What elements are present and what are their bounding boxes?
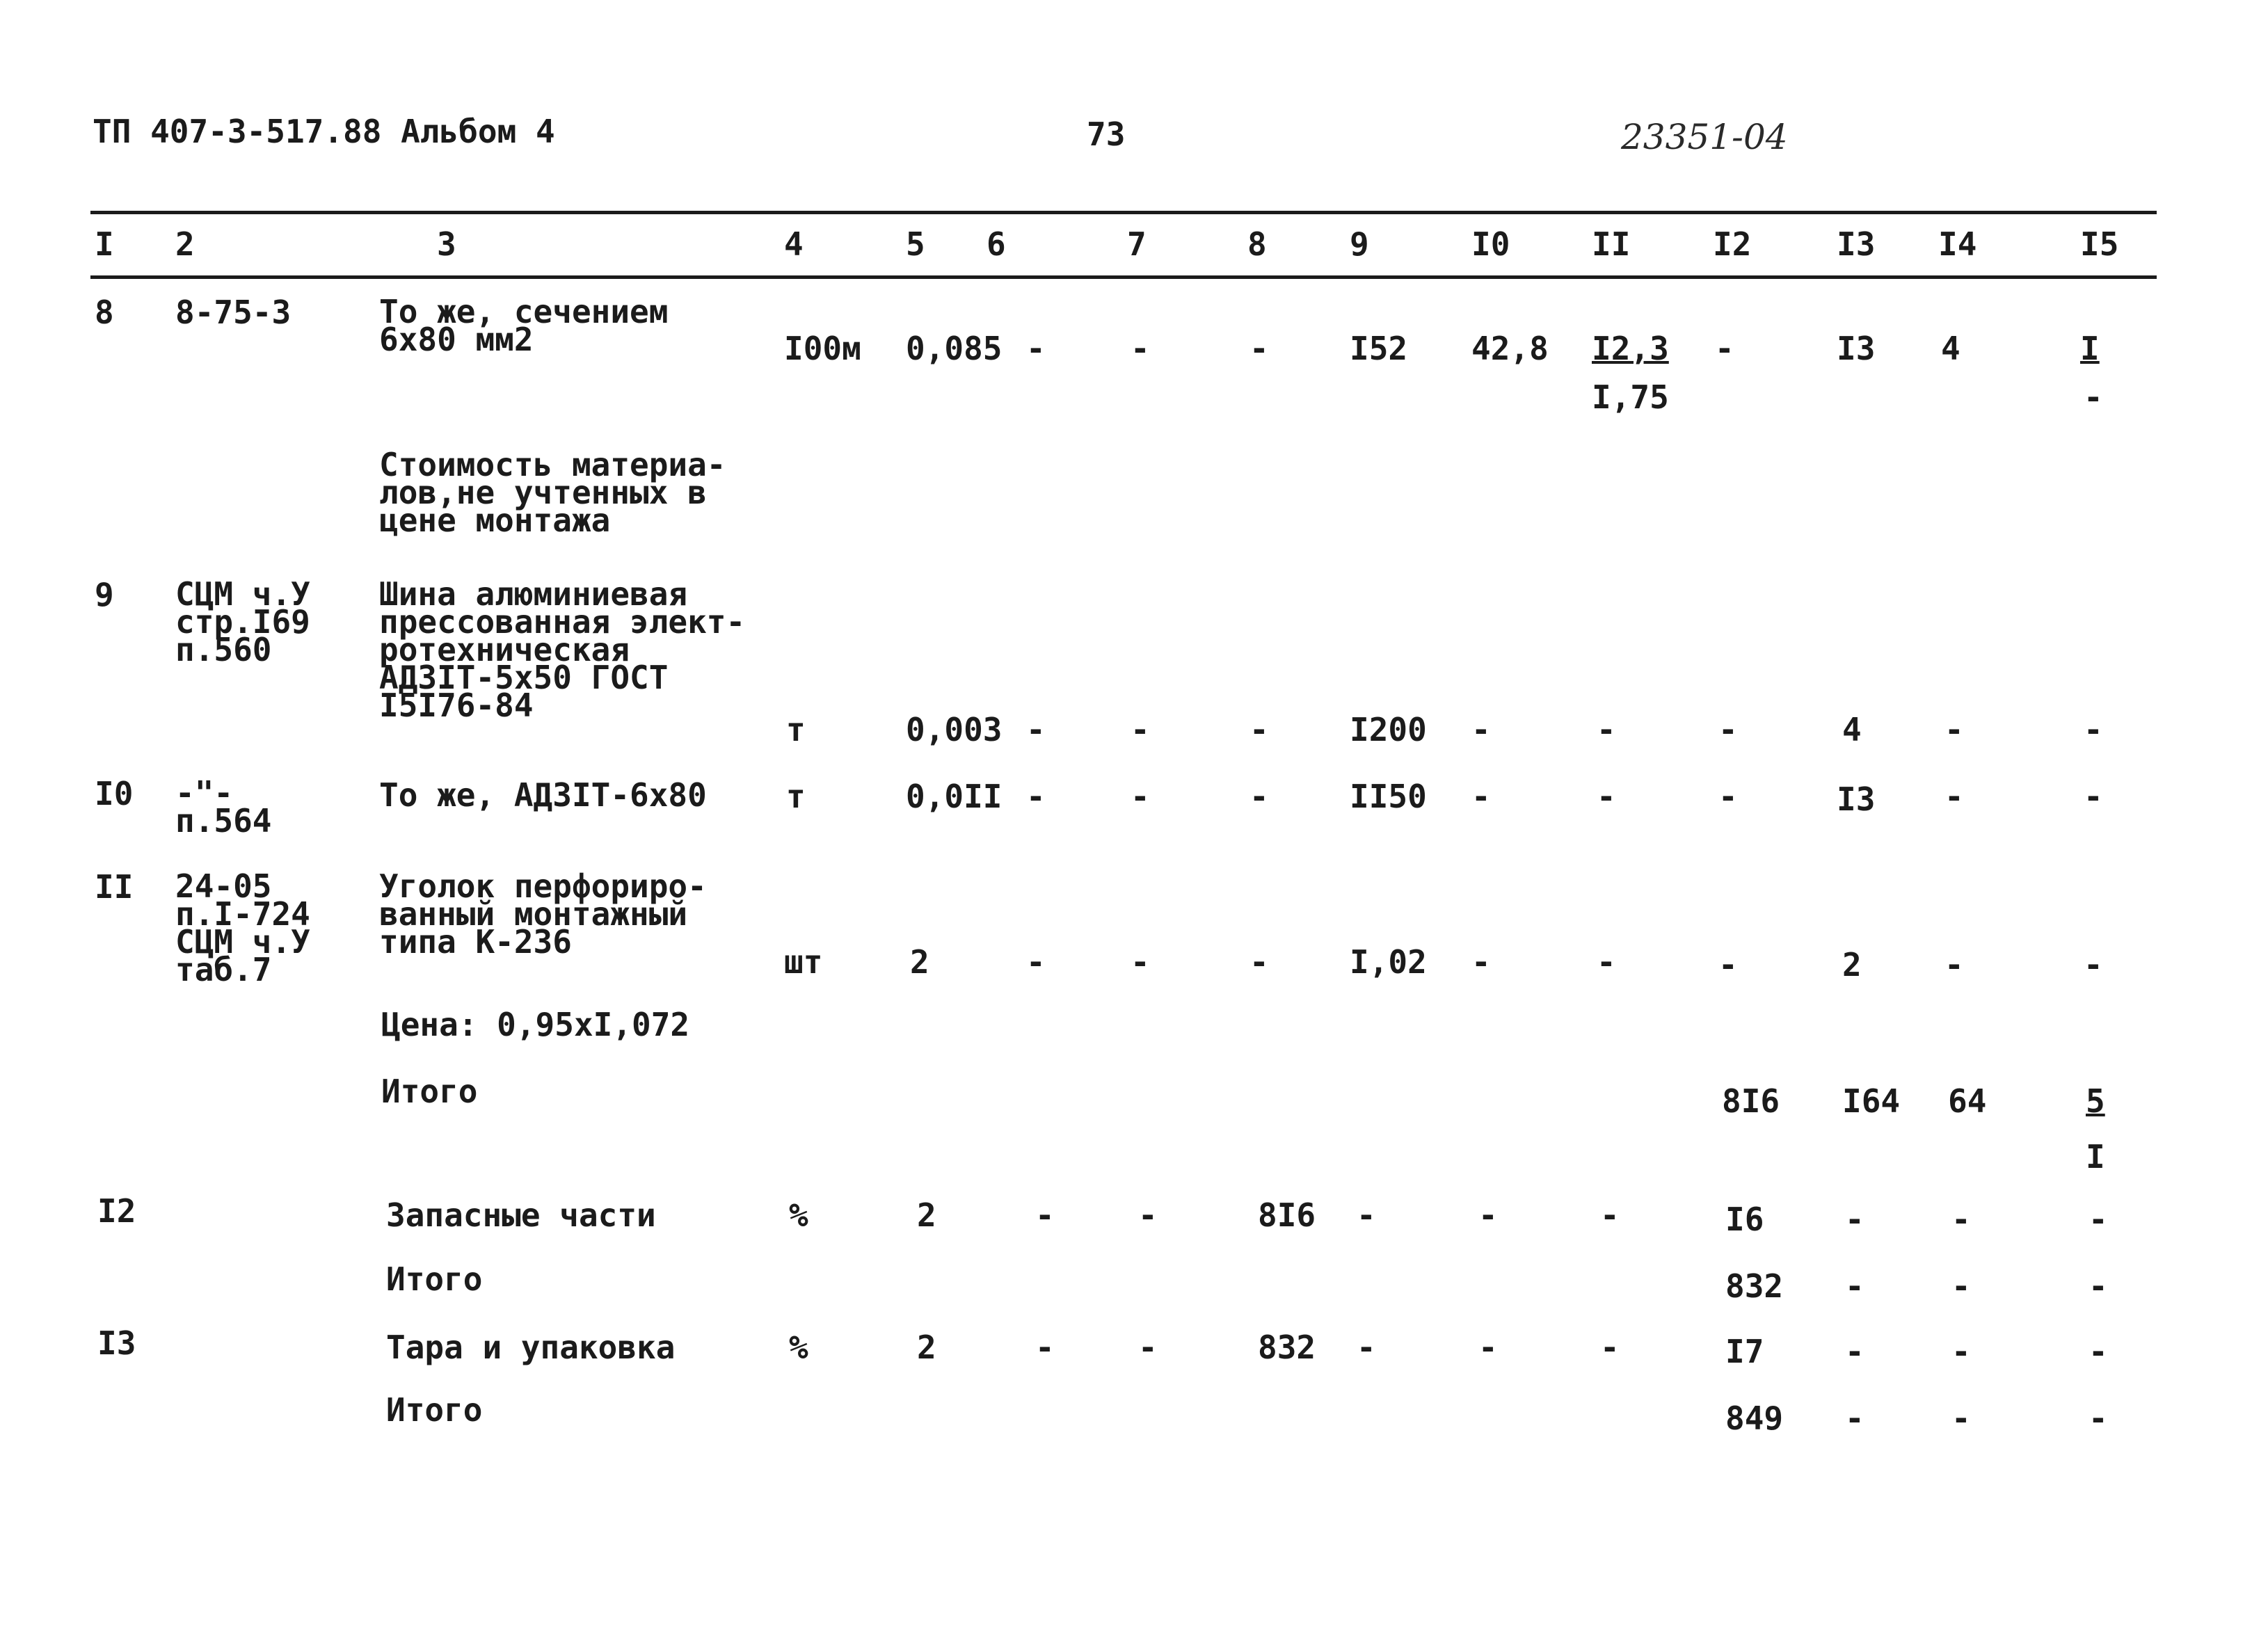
table-header-rule (90, 275, 2157, 279)
column-header: 7 (1127, 225, 1147, 263)
cell-col11: - (1597, 778, 1616, 815)
rate-code: СЦМ ч.У стр.I69 п.560 (175, 575, 310, 668)
item-description: Шина алюминиевая прессованная элект- ротехническая АД3IТ-5х50 ГОСТ I5I76-84 (379, 575, 746, 724)
cell-col6: - (1026, 330, 1046, 367)
cell-col11: - (1597, 711, 1616, 748)
cell-col12: - (1718, 778, 1738, 815)
unit: шт (784, 943, 823, 981)
cell-col7: - (1138, 1196, 1158, 1234)
total-label: Итого (381, 1073, 478, 1110)
price-note: Цена: 0,95хI,072 (381, 1006, 690, 1043)
cell-col6: - (1035, 1329, 1055, 1366)
cell-col8: - (1249, 711, 1269, 748)
column-header: I4 (1938, 225, 1977, 263)
cell-col15: - (2084, 946, 2103, 984)
cell-col6: - (1035, 1196, 1055, 1234)
cell-col6: - (1026, 943, 1046, 981)
cell-col8: - (1249, 778, 1269, 815)
cell-col10: - (1478, 1329, 1498, 1366)
unit: I00м (784, 330, 861, 367)
cell-col11: - (1597, 943, 1616, 981)
column-header: 6 (987, 225, 1006, 263)
cell-col7: - (1131, 778, 1150, 815)
unit: т (786, 711, 806, 748)
column-header: 8 (1247, 225, 1267, 263)
total-label: Итого (386, 1391, 483, 1429)
row-number: II (95, 868, 134, 906)
cell-col14: - (1944, 711, 1964, 748)
rate-code: 8-75-3 (175, 294, 292, 331)
document-reference: ТП 407-3-517.88 Альбом 4 (93, 113, 555, 150)
cell-col9: II50 (1350, 778, 1427, 815)
cell-col11-denominator: I,75 (1592, 378, 1669, 416)
cell-col13: - (1845, 1333, 1864, 1370)
unit: % (789, 1329, 808, 1366)
cell-col9: I,02 (1350, 943, 1427, 981)
column-header: 3 (437, 225, 456, 263)
column-header: II (1592, 225, 1631, 263)
quantity: 2 (910, 943, 929, 981)
rate-code: 24-05 п.I-724 СЦМ ч.У таб.7 (175, 867, 310, 988)
cell-col13: I3 (1837, 780, 1876, 818)
cell-col10: - (1471, 778, 1491, 815)
cell-col9: - (1357, 1329, 1376, 1366)
rate-code: -"- п.564 (175, 774, 272, 840)
cell-col6: - (1026, 711, 1046, 748)
cell-col12: I7 (1725, 1333, 1764, 1370)
total-label: Итого (386, 1260, 483, 1298)
cell-col7: - (1131, 711, 1150, 748)
row-number: I3 (97, 1324, 136, 1362)
total-col14: - (1951, 1400, 1971, 1437)
cell-col11: - (1600, 1329, 1620, 1366)
column-header: 5 (906, 225, 925, 263)
total-col14: 64 (1948, 1082, 1987, 1120)
column-header: I3 (1837, 225, 1876, 263)
cell-col14: - (1944, 778, 1964, 815)
cell-col15-denominator: - (2084, 378, 2103, 416)
cell-col12: - (1715, 330, 1734, 367)
handwritten-number: 23351-04 (1621, 117, 1788, 157)
cell-col11-numerator: I2,3 (1592, 330, 1669, 367)
cell-col11: - (1600, 1196, 1620, 1234)
item-description: То же, АД3IТ-6х80 (379, 776, 707, 814)
cell-col7: - (1131, 330, 1150, 367)
cell-col13: I3 (1837, 330, 1876, 367)
item-description: То же, сечением 6х80 мм2 (379, 293, 669, 358)
cell-col15: - (2084, 711, 2103, 748)
cell-col8: 8I6 (1258, 1196, 1316, 1234)
total-col13: - (1845, 1267, 1864, 1305)
total-col12: 832 (1725, 1267, 1784, 1305)
cell-col13: 4 (1842, 711, 1862, 748)
row-number: 9 (95, 576, 114, 614)
column-header: 2 (175, 225, 195, 263)
cell-col9: - (1357, 1196, 1376, 1234)
column-header: 9 (1350, 225, 1369, 263)
page-number: 73 (1087, 115, 1126, 153)
row-number: 8 (95, 294, 114, 331)
quantity: 0,085 (906, 330, 1003, 367)
unit: % (789, 1196, 808, 1234)
cell-col6: - (1026, 778, 1046, 815)
total-col12: 8I6 (1722, 1082, 1780, 1120)
cell-col10: 42,8 (1471, 330, 1549, 367)
column-header: 4 (784, 225, 804, 263)
cell-col15: - (2084, 778, 2103, 815)
cell-col12: - (1718, 711, 1738, 748)
total-col13: - (1845, 1400, 1864, 1437)
cell-col7: - (1131, 943, 1150, 981)
cell-col12: - (1718, 946, 1738, 984)
cell-col14: - (1951, 1201, 1971, 1238)
quantity: 2 (917, 1196, 936, 1234)
total-col14: - (1951, 1267, 1971, 1305)
materials-note: Стоимость материа- лов,не учтенных в цене монтажа (379, 446, 726, 539)
cell-col15: - (2089, 1201, 2108, 1238)
cell-col13: 2 (1842, 946, 1862, 984)
cell-col14: - (1944, 946, 1964, 984)
total-col13: I64 (1842, 1082, 1901, 1120)
table-top-rule (90, 211, 2157, 214)
cell-col14: 4 (1941, 330, 1960, 367)
cell-col8: 832 (1258, 1329, 1316, 1366)
quantity: 2 (917, 1329, 936, 1366)
total-col15-numerator: 5 (2086, 1082, 2105, 1120)
cell-col7: - (1138, 1329, 1158, 1366)
row-number: I0 (95, 775, 134, 812)
cell-col10: - (1471, 943, 1491, 981)
column-header: I (95, 225, 114, 263)
item-description: Тара и упаковка (386, 1329, 676, 1366)
total-col12: 849 (1725, 1400, 1784, 1437)
total-col15: - (2089, 1267, 2108, 1305)
item-description: Запасные части (386, 1196, 656, 1234)
column-header: I5 (2080, 225, 2119, 263)
quantity: 0,003 (906, 711, 1003, 748)
item-description: Уголок перфориро- ванный монтажный типа К-236 (379, 867, 707, 961)
total-col15-denominator: I (2086, 1138, 2105, 1176)
cell-col9: I52 (1350, 330, 1408, 367)
cell-col15: - (2089, 1333, 2108, 1370)
total-col15: - (2089, 1400, 2108, 1437)
row-number: I2 (97, 1192, 136, 1230)
cell-col12: I6 (1725, 1201, 1764, 1238)
cell-col8: - (1249, 943, 1269, 981)
cell-col15-numerator: I (2080, 330, 2100, 367)
cell-col9: I200 (1350, 711, 1427, 748)
cell-col13: - (1845, 1201, 1864, 1238)
cell-col10: - (1471, 711, 1491, 748)
cell-col14: - (1951, 1333, 1971, 1370)
cell-col10: - (1478, 1196, 1498, 1234)
column-header: I0 (1471, 225, 1510, 263)
column-header: I2 (1713, 225, 1752, 263)
unit: т (786, 778, 806, 815)
cell-col8: - (1249, 330, 1269, 367)
quantity: 0,0II (906, 778, 1003, 815)
